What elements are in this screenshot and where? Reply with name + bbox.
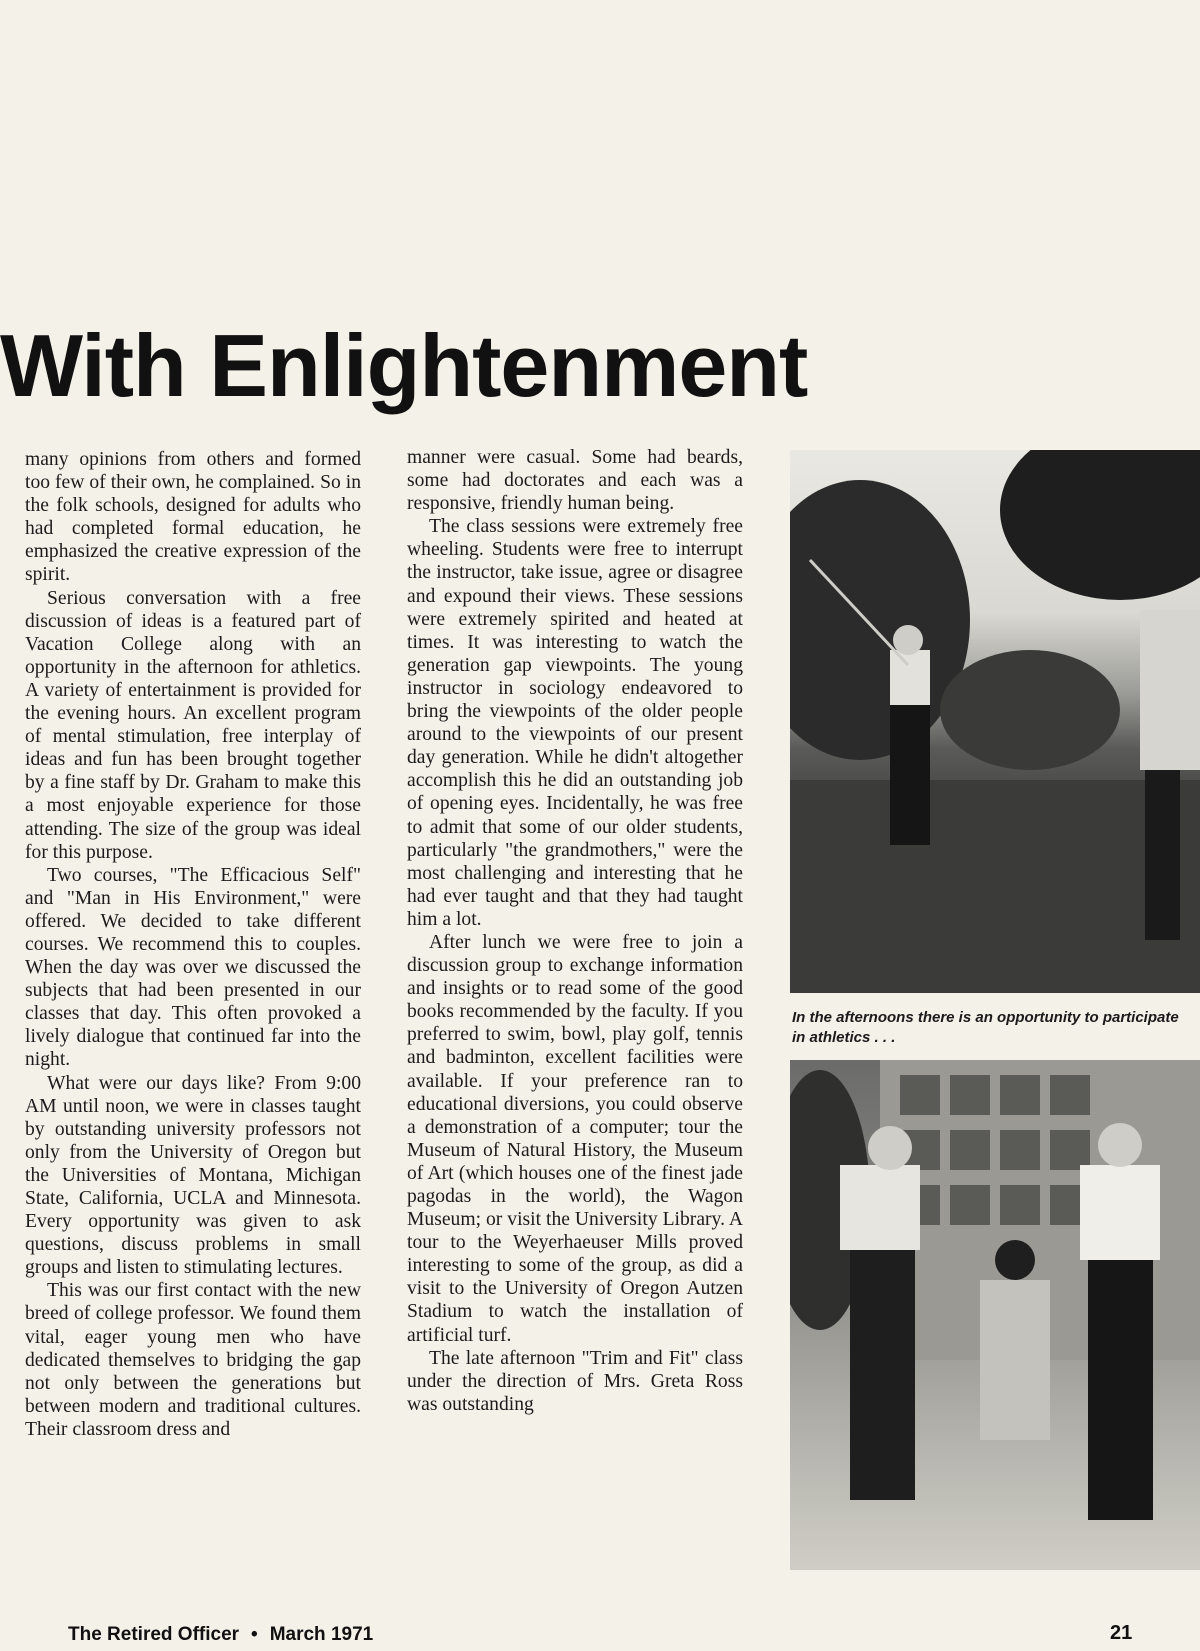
photo-caption: In the afternoons there is an opportunity to participate in athletics . . . [792, 1009, 1179, 1046]
golf-photo-illustration [790, 450, 1200, 993]
golf-photo [790, 450, 1200, 993]
footer [68, 1624, 373, 1646]
headline: With Enlightenment [0, 316, 808, 415]
publication-name: The Retired Officer [68, 1624, 240, 1645]
paragraph: manner were casual. Some had beards, some had doctorates and each was a responsive, friendly human being. [407, 447, 743, 515]
group-photo-illustration [790, 1060, 1200, 1570]
article-column-2 [407, 446, 743, 1416]
footer-separator: • [251, 1624, 258, 1645]
paragraph: many opinions from others and formed too few of their own, he complained. So in the folk schools, designed for adults who had completed formal education, he emphasized the creative expression of the spirit. [25, 449, 361, 586]
group-photo [790, 1060, 1200, 1570]
page-number: 21 [1110, 1622, 1133, 1644]
issue-date: March 1971 [269, 1624, 374, 1645]
paragraph: The class sessions were extremely free wheeling. Students were free to interrupt the instructor, take issue, agree or disagree and expound their views. These sessions were extremely spirited and heated at times. It was interesting to watch the generation gap viewpoints. The young instructor in sociology endeavored to bring the viewpoints of the older people around to the viewpoints of our present day generation. While he didn't altogether accomplish this he did an outstanding job of opening eyes. Incidentally, he was free to admit that some of our older students, particularly "the grandmothers," were the most challenging and interesting that he had ever taught and that they had taught him a lot. [407, 516, 743, 930]
paragraph: The late afternoon "Trim and Fit" class under the direction of Mrs. Greta Ross was outstanding [407, 1347, 743, 1415]
paragraph: After lunch we were free to join a discussion group to exchange information and insights or to read some of the good books recommended by the faculty. If you preferred to swim, bowl, play golf, tennis and badminton, excellent facilities were available. If your preference ran to educational diversions, you could observe a demonstration of a computer; tour the Museum of Natural History, the Museum of Art (which houses one of the finest jade pagodas in the world), the Wagon Museum; or visit the University Library. A tour to the Weyerhaeuser Mills proved interesting to some of the group, as did a visit to the University of Oregon Autzen Stadium to watch the installation of artificial turf. [407, 931, 743, 1346]
paragraph: What were our days like? From 9:00 AM until noon, we were in classes taught by outstanding university professors not only from the University of Oregon but the Universities of Montana, Michigan State, California, UCLA and Minnesota. Every opportunity was given to ask questions, discuss problems in small groups and listen to stimulating lectures. [25, 1072, 361, 1279]
article-column-1 [25, 448, 361, 1441]
paragraph: Serious conversation with a free discussion of ideas is a featured part of Vacation College along with an opportunity in the afternoon for athletics. A variety of entertainment is provided for the evening hours. An excellent program of mental stimulation, free interplay of ideas and fun has been brought together by a fine staff by Dr. Graham to make this a most enjoyable experience for those attending. The size of the group was ideal for this purpose. [25, 587, 361, 863]
paragraph: Two courses, "The Efficacious Self" and "Man in His Environment," were offered. We decided to take different courses. We recommend this to couples. When the day was over we discussed the subjects that had been presented in our classes that day. This often provoked a lively dialogue that continued far into the night. [25, 864, 361, 1071]
paragraph: This was our first contact with the new breed of college professor. We found them vital, eager young men who have dedicated themselves to bridging the gap not only between the generations but between modern and traditional cultures. Their classroom dress and [25, 1280, 361, 1440]
